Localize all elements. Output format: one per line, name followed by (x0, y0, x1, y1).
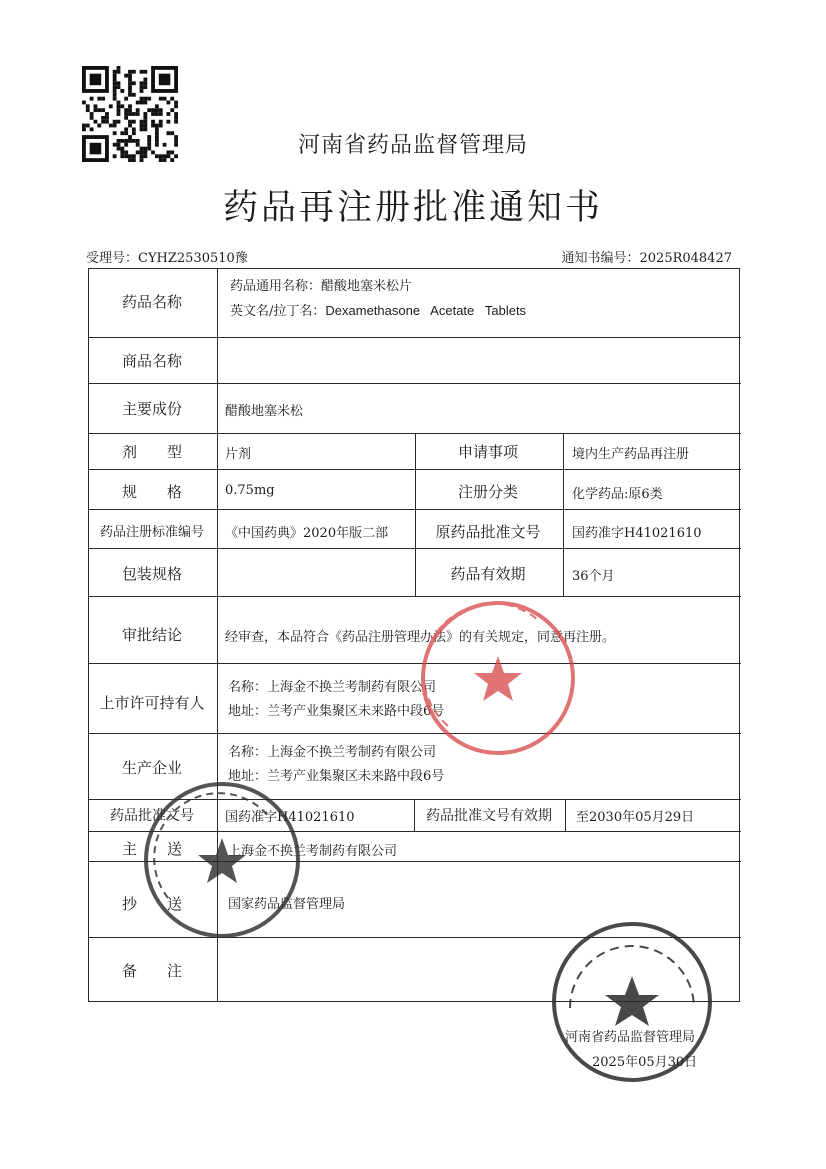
ingredient-value: 醋酸地塞米松 (225, 404, 304, 419)
english-name-line: 英文名/拉丁名：Dexamethasone Acetate Tablets (230, 303, 527, 319)
validity-value: 36个月 (572, 569, 615, 584)
label-cc: 抄 送 (121, 895, 182, 913)
label-reg-class: 注册分类 (457, 483, 518, 501)
holder-name: 名称：上海金不换兰考制药有限公司 (228, 680, 437, 695)
label-conclusion: 审批结论 (121, 626, 182, 644)
bureau-official-seal-stamp (548, 918, 716, 1086)
cc-value: 国家药品监督管理局 (228, 897, 346, 912)
accept-number: 受理号：CYHZ2530510豫 (86, 251, 248, 266)
label-drug-name: 药品名称 (121, 293, 182, 311)
label-send-to: 主 送 (121, 840, 182, 858)
issue-date: 2025年05月30日 (592, 1055, 698, 1070)
document-title: 药品再注册批准通知书 (222, 188, 603, 228)
producer-address: 地址：兰考产业集聚区未来路中段6号 (228, 769, 445, 784)
label-spec: 规 格 (121, 483, 182, 501)
notice-number: 通知书编号：2025R048427 (561, 251, 732, 266)
bureau-title: 河南省药品监督管理局 (297, 133, 528, 158)
label-approval-no: 药品批准文号 (110, 808, 194, 824)
label-standard: 药品注册标准编号 (99, 525, 204, 540)
company-seal-black-stamp (140, 778, 305, 943)
label-producer: 生产企业 (121, 759, 182, 777)
application-value: 境内生产药品再注册 (572, 447, 690, 462)
label-approval-validity: 药品批准文号有效期 (426, 808, 552, 824)
issuer-signature: 河南省药品监督管理局 (565, 1030, 696, 1045)
producer-name: 名称：上海金不换兰考制药有限公司 (228, 745, 437, 760)
approval-validity-value: 至2030年05月29日 (576, 810, 695, 825)
label-trade-name: 商品名称 (121, 352, 182, 370)
label-holder: 上市许可持有人 (99, 694, 205, 712)
conclusion-value: 经审查，本品符合《药品注册管理办法》的有关规定，同意再注册。 (225, 630, 616, 645)
label-ingredient: 主要成份 (121, 400, 182, 418)
orig-approval-value: 国药准字H41021610 (572, 526, 702, 541)
spec-value: 0.75mg (225, 483, 275, 498)
label-orig-approval: 原药品批准文号 (435, 523, 541, 541)
company-seal-red-stamp (418, 598, 578, 758)
reg-class-value: 化学药品:原6类 (572, 487, 663, 502)
label-dosage-form: 剂 型 (121, 443, 182, 461)
dosage-form-value: 片剂 (225, 447, 252, 462)
send-to-value: 上海金不换兰考制药有限公司 (228, 844, 398, 859)
english-name: Dexamethasone Acetate Tablets (325, 303, 527, 318)
generic-name: 药品通用名称：醋酸地塞米松片 (230, 279, 413, 294)
label-package: 包装规格 (121, 565, 182, 583)
label-remarks: 备 注 (121, 962, 182, 980)
label-validity: 药品有效期 (450, 565, 526, 583)
standard-value: 《中国药典》2020年版二部 (225, 526, 389, 541)
holder-address: 地址：兰考产业集聚区未来路中段6号 (228, 704, 445, 719)
approval-no-value: 国药准字H41021610 (225, 810, 355, 825)
label-application: 申请事项 (457, 443, 518, 461)
